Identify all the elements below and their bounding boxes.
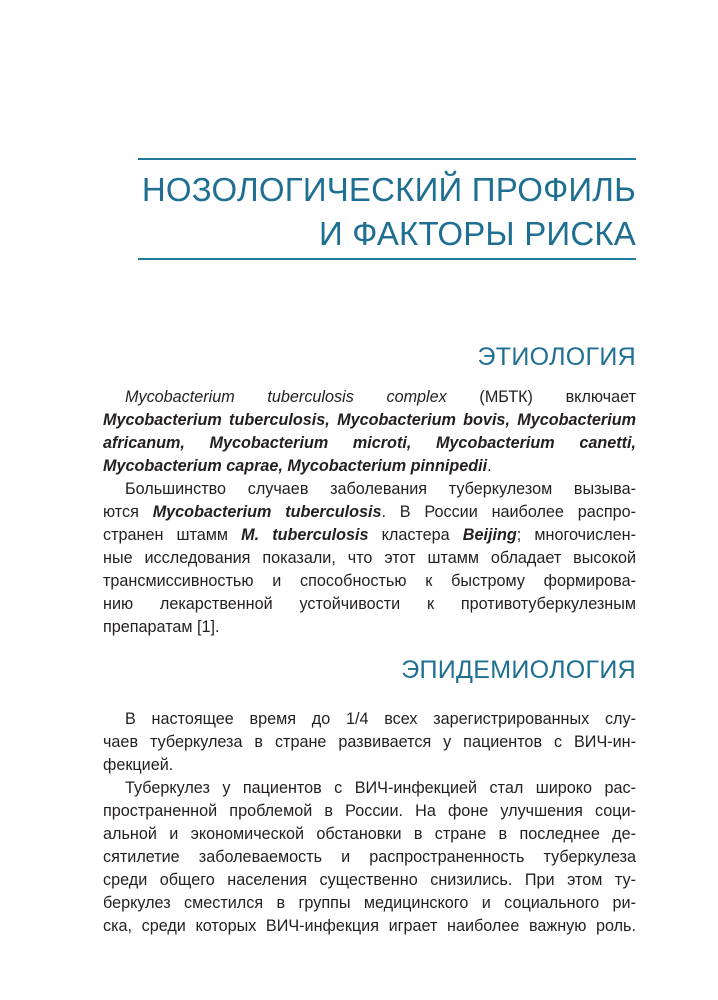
text-line	[103, 524, 636, 547]
text-run: ; многочислен-	[516, 526, 636, 544]
text-line: ные исследования показали, что этот штамм обладает высокой	[103, 549, 636, 567]
text-line: сятилетие заболеваемость и распространенность туберкулеза	[103, 848, 636, 866]
etiology-paragraph-1	[103, 386, 636, 478]
text-line: альной и экономической обстановки в стране в последнее де-	[103, 825, 636, 843]
text-run: . В России наиболее распро-	[381, 503, 636, 521]
species-list-line: africanum, Mycobacterium microti, Mycobacterium canetti,	[103, 434, 636, 452]
text-line: фекцией.	[103, 756, 174, 774]
species-name: Mycobacterium tuberculosis complex	[125, 388, 447, 406]
chapter-title-line-1: НОЗОЛОГИЧЕСКИЙ ПРОФИЛЬ	[141, 171, 636, 208]
chapter-title-bottom-rule	[138, 258, 636, 260]
section-heading-etiology: ЭТИОЛОГИЯ	[477, 343, 636, 371]
chapter-title-top-rule	[138, 158, 636, 160]
text-run: ются	[103, 503, 153, 521]
section-heading-epidemiology: ЭПИДЕМИОЛОГИЯ	[401, 656, 636, 684]
text-line	[103, 501, 636, 524]
epidemiology-paragraph-2	[103, 777, 636, 938]
text-line: пространенной проблемой в России. На фоне улучшения соци-	[103, 802, 636, 820]
species-name: M. tuberculosis	[241, 526, 369, 544]
text-line: В настоящее время до 1/4 всех зарегистрированных слу-	[125, 710, 636, 728]
text-line: Туберкулез у пациентов с ВИЧ-инфекцией стал широко рас-	[125, 779, 636, 797]
text-line: нию лекарственной устойчивости к противотуберкулезным	[103, 595, 636, 613]
species-list-line: Mycobacterium tuberculosis, Mycobacterium bovis, Mycobacterium	[103, 411, 636, 429]
text-run: кластера	[368, 526, 463, 544]
chapter-title	[110, 168, 636, 256]
species-name: Mycobacterium tuberculosis	[152, 503, 382, 521]
text-line: беркулез сместился в группы медицинского и социального ри-	[103, 894, 636, 912]
cluster-name: Beijing	[462, 526, 517, 544]
text-line: Большинство случаев заболевания туберкулезом вызыва-	[125, 480, 636, 498]
text-line	[103, 386, 636, 409]
etiology-paragraph-2	[103, 478, 636, 639]
text-line: чаев туберкулеза в стране развивается у пациентов с ВИЧ-ин-	[103, 733, 636, 751]
text-run: .	[487, 457, 492, 475]
text-line: ска, среди которых ВИЧ-инфекция играет наиболее важную роль.	[103, 917, 636, 935]
text-run: (МБТК) включает	[446, 388, 636, 406]
text-line: трансмиссивностью и способностью к быстрому формирова-	[103, 572, 636, 590]
text-line: препаратам [1].	[103, 618, 220, 636]
text-run: странен штамм	[103, 526, 242, 544]
species-list-line: Mycobacterium caprae, Mycobacterium pinnipedii	[103, 457, 488, 475]
text-line	[103, 455, 636, 478]
epidemiology-paragraph-1	[103, 708, 636, 777]
chapter-title-line-2: И ФАКТОРЫ РИСКА	[318, 215, 636, 252]
text-line: среди общего населения существенно снизились. При этом ту-	[103, 871, 636, 889]
